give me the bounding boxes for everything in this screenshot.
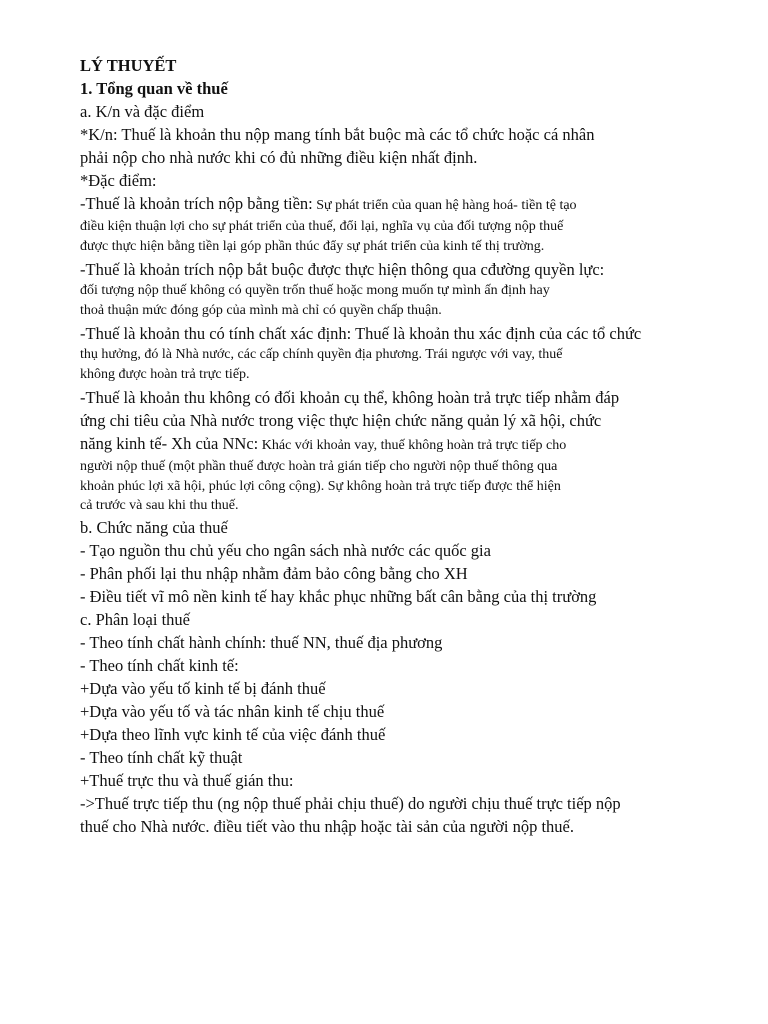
classification-item: - Theo tính chất hành chính: thuế NN, thuế địa phương bbox=[80, 632, 443, 652]
characteristic-2-line: thoả thuận mức đóng góp của mình mà chỉ có quyền chấp thuận. bbox=[80, 302, 442, 318]
characteristic-4-title: -Thuế là khoản thu không có đối khoản cụ thể, không hoàn trả trực tiếp nhằm đáp bbox=[80, 388, 620, 407]
classification-item: - Theo tính chất kinh tế: bbox=[80, 655, 239, 675]
characteristic-3-line: thụ hưởng, đó là Nhà nước, các cấp chính quyền địa phương. Trái ngược với vay, thuế bbox=[80, 347, 563, 362]
characteristics-label: *Đặc điểm: bbox=[80, 171, 157, 190]
classification-item: ->Thuế trực tiếp thu (ng nộp thuế phải chịu thuế) do người chịu thuế trực tiếp nộp bbox=[80, 793, 621, 813]
characteristic-4-line: cả trước và sau khi thu thuế. bbox=[80, 498, 239, 513]
section-heading: 1. Tổng quan về thuế bbox=[80, 79, 228, 98]
characteristic-2-line: đối tượng nộp thuế không có quyền trốn thuế hoặc mong muốn tự mình ấn định hay bbox=[80, 283, 550, 298]
function-item: - Điều tiết vĩ mô nền kinh tế hay khắc phục những bất cân bằng của thị trường bbox=[80, 586, 597, 606]
characteristic-1-title: -Thuế là khoản trích nộp bằng tiền: bbox=[80, 194, 313, 213]
characteristic-4-text: Khác với khoản vay, thuế không hoàn trả trực tiếp cho bbox=[258, 438, 567, 453]
function-item: - Tạo nguồn thu chủ yếu cho ngân sách nhà nước các quốc gia bbox=[80, 540, 491, 560]
subheading-b: b. Chức năng của thuế bbox=[80, 517, 228, 537]
characteristic-4-line: người nộp thuế (một phần thuế được hoàn trả gián tiếp cho người nộp thuế thông qua bbox=[80, 459, 558, 474]
characteristic-3-title: -Thuế là khoản thu có tính chất xác định: bbox=[80, 324, 352, 343]
subheading-c: c. Phân loại thuế bbox=[80, 609, 190, 629]
document-body bbox=[80, 54, 690, 838]
classification-item: thuế cho Nhà nước. điều tiết vào thu nhập hoặc tài sản của người nộp thuế. bbox=[80, 816, 574, 836]
characteristic-4-line: khoản phúc lợi xã hội, phúc lợi công cộng). Sự không hoàn trả trực tiếp được thể hiện bbox=[80, 478, 561, 494]
characteristic-4-title: ứng chi tiêu của Nhà nước trong việc thực hiện chức năng quản lý xã hội, chức bbox=[80, 411, 602, 430]
characteristic-4-mixed bbox=[80, 432, 690, 457]
classification-item: - Theo tính chất kỹ thuật bbox=[80, 747, 243, 767]
classification-item: +Thuế trực thu và thuế gián thu: bbox=[80, 770, 294, 790]
characteristic-3-line: không được hoàn trả trực tiếp. bbox=[80, 366, 250, 382]
classification-item: +Dựa vào yếu tố kinh tế bị đánh thuế bbox=[80, 678, 326, 698]
classification-item: +Dựa vào yếu tố và tác nhân kinh tế chịu thuế bbox=[80, 701, 385, 721]
characteristic-1-line: được thực hiện bằng tiền lại góp phần thúc đẩy sự phát triển của kinh tế thị trường. bbox=[80, 238, 545, 254]
characteristic-1-text: Sự phát triển của quan hệ hàng hoá- tiền tệ tạo bbox=[312, 198, 577, 213]
characteristic-4-title-end: năng kinh tế- Xh của NNc: bbox=[80, 434, 259, 453]
characteristic-1-lead bbox=[80, 192, 690, 217]
characteristic-3-text: Thuế là khoản thu xác định của các tổ chức bbox=[351, 324, 642, 343]
function-item: - Phân phối lại thu nhập nhằm đảm bảo công bằng cho XH bbox=[80, 563, 468, 583]
definition-line: phải nộp cho nhà nước khi có đủ những điều kiện nhất định. bbox=[80, 148, 478, 167]
classification-item: +Dựa theo lĩnh vực kinh tế của việc đánh thuế bbox=[80, 724, 386, 744]
document-title: LÝ THUYẾT bbox=[80, 56, 177, 75]
subheading-a: a. K/n và đặc điểm bbox=[80, 102, 205, 121]
definition-line: *K/n: Thuế là khoản thu nộp mang tính bắt buộc mà các tổ chức hoặc cá nhân bbox=[80, 125, 595, 144]
characteristic-3-lead bbox=[80, 322, 690, 345]
characteristic-2-title: -Thuế là khoản trích nộp bắt buộc được thực hiện thông qua cđường quyền lực: bbox=[80, 260, 605, 279]
characteristic-1-line: điều kiện thuận lợi cho sự phát triển của thuế, đổi lại, nghĩa vụ của đối tượng nộp thuế bbox=[80, 219, 564, 234]
